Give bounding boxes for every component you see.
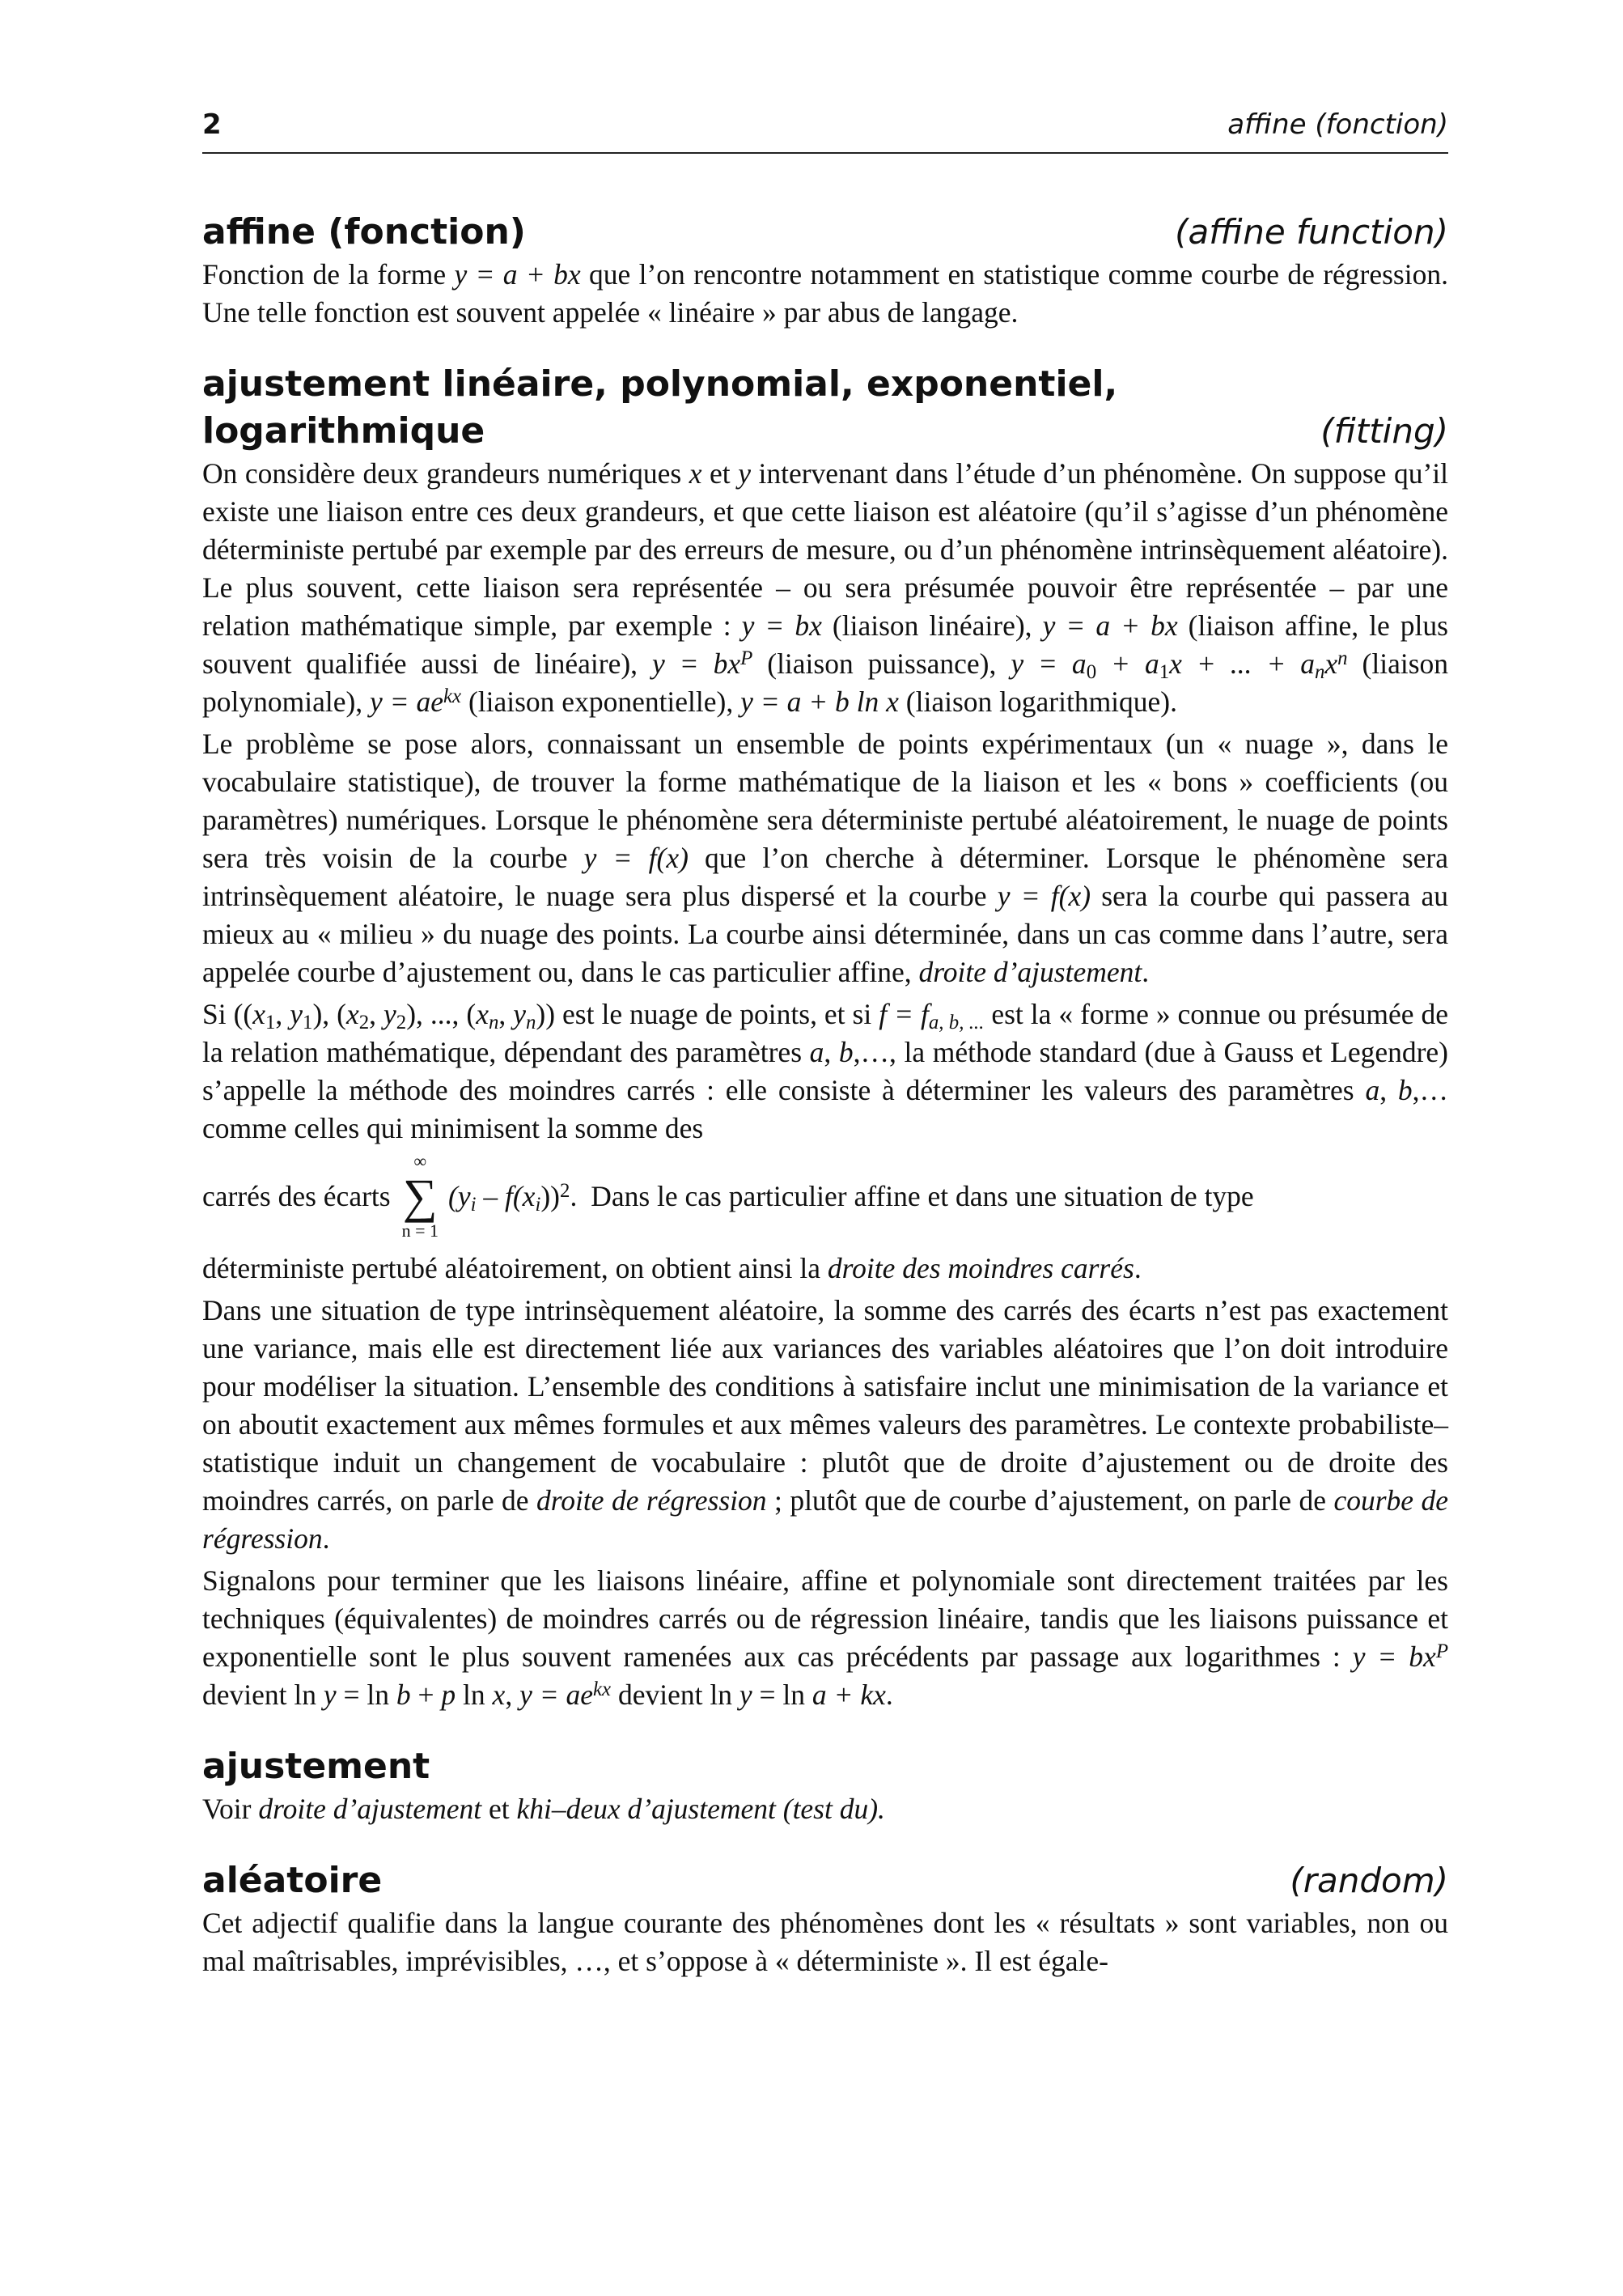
entry-heading <box>202 1743 1448 1790</box>
running-title: affine (fonction) <box>1227 108 1448 141</box>
sum-formula-line: carrés des écarts ∞ ∑ n = 1 $(y_i - f(x_i))^2$. Dans le cas particulier affine et dans une situation de type <box>202 1151 1254 1241</box>
entry-title: affine (fonction) <box>202 211 526 253</box>
cross-reference: khi–deux d’ajustement (test du). <box>516 1793 885 1825</box>
entry-english: (fitting) <box>1320 411 1448 451</box>
formula: y = a + bx <box>454 258 581 291</box>
entry-paragraph: Fonction de la forme y = a + bx que l’on rencontre notamment en statistique comme courbe de régression. Une telle fonction est souvent appelée « linéaire » par abus de langage. <box>202 258 1448 329</box>
entry-affine-fonction <box>202 209 1448 332</box>
page-number: 2 <box>202 108 222 141</box>
entry-paragraph: Cet adjectif qualifie dans la langue courante des phénomènes dont les « résultats » sont variables, non ou mal maîtrisables, imprévisibles, …, et s’oppose à « déterministe ». Il est égale- <box>202 1907 1448 1977</box>
entry-paragraph: Signalons pour terminer que les liaisons linéaire, affine et polynomiale sont directement traitées par les techniques (équivalentes) de moindres carrés ou de régression linéaire, tandis que les liaisons puissance et exponentielle sont le plus souvent ramenées aux cas précédents par passage aux logarithmes : $y = bx^P$ devient ln y = ln b + p ln x, $y = ae^{kx}$ devient ln y = ln a + kx. <box>202 1564 1448 1711</box>
cross-reference: droite d’ajustement <box>258 1793 482 1825</box>
entry-heading <box>202 209 1448 256</box>
entry-paragraph: Si (($x_1$, $y_1$), ($x_2$, $y_2$), ..., ($x_n$, $y_n$)) est le nuage de points, et si $f = f_{a, b, ...}$ est la « forme » connue ou présumée de la relation mathématique, dépendant des paramètres a, b,…, la méthode standard (due à Gauss et Legendre) s’appelle la méthode des moindres carrés : elle consiste à déterminer les valeurs des paramètres a, b,… comme celles qui minimisent la somme des <box>202 998 1449 1144</box>
entry-ajustement-lineaire <box>202 361 1448 1714</box>
entry-paragraph: Le problème se pose alors, connaissant un ensemble de points expérimentaux (un « nuage », dans le vocabulaire statistique), de trouver la forme mathématique de la liaison et les « bons » coefficients (ou paramètres) numériques. Lorsque le phénomène sera déterministe pertubé aléatoirement, le nuage de points sera très voisin de la courbe y = f(x) que l’on cherche à déterminer. Lorsque le phénomène sera intrinsèquement aléatoire, le nuage sera plus dispersé et la courbe y = f(x) sera la courbe qui passera au mieux au « milieu » du nuage des points. La courbe ainsi déterminée, dans un cas comme dans l’autre, sera appelée courbe d’ajustement ou, dans le cas particulier affine, droite d’ajustement. <box>202 728 1448 988</box>
entry-paragraph: Dans une situation de type intrinsèquement aléatoire, la somme des carrés des écarts n’est pas exactement une variance, mais elle est directement liée aux variances des variables aléatoires que l’on doit introduire pour modéliser la situation. L’ensemble des conditions à satisfaire inclut une minimisation de la variance et on aboutit exactement aux mêmes formules et aux mêmes valeurs des paramètres. Le contexte probabiliste–statistique induit un changement de vocabulaire : plutôt que de droite d’ajustement ou de droite des moindres carrés, on parle de droite de régression ; plutôt que de courbe d’ajustement, on parle de courbe de régression. <box>202 1294 1448 1555</box>
entry-title: ajustement <box>202 1746 430 1787</box>
entry-paragraph: Voir droite d’ajustement et khi–deux d’ajustement (test du). <box>202 1793 885 1825</box>
entry-heading <box>202 1857 1448 1904</box>
running-header <box>202 107 1448 154</box>
entry-title-line2: logarithmique <box>202 410 485 452</box>
entry-ajustement <box>202 1743 1448 1828</box>
entry-english: (random) <box>1290 1861 1448 1900</box>
entry-paragraph: déterministe pertubé aléatoirement, on obtient ainsi la droite des moindres carrés. <box>202 1252 1142 1284</box>
entry-title-line1: ajustement linéaire, polynomial, exponentiel, <box>202 363 1118 405</box>
entry-english: (affine function) <box>1175 212 1448 252</box>
entry-title: aléatoire <box>202 1860 383 1901</box>
entry-paragraph: On considère deux grandeurs numériques x et y intervenant dans l’étude d’un phénomène. On suppose qu’il existe une liaison entre ces deux grandeurs, et que cette liaison est aléatoire (qu’il s’agisse d’un phénomène déterministe pertubé par exemple par des erreurs de mesure, ou d’un phénomène intrinsèquement aléatoire). Le plus souvent, cette liaison sera représentée – ou sera présumée pouvoir être représentée – par une relation mathématique simple, par exemple : y = bx (liaison linéaire), y = a + bx (liaison affine, le plus souvent qualifiée aussi de linéaire), $y = bx^P$ (liaison puissance), $y = a_0 + a_1x$ + ... + $a_nx^n$ (liaison polynomiale), $y = ae^{kx}$ (liaison exponentielle), y = a + b ln x (liaison logarithmique). <box>202 457 1449 718</box>
entry-heading <box>202 361 1448 455</box>
dictionary-body <box>202 209 1448 1980</box>
entry-aleatoire <box>202 1857 1448 1980</box>
summation-symbol: ∞ ∑ n = 1 <box>401 1151 439 1241</box>
